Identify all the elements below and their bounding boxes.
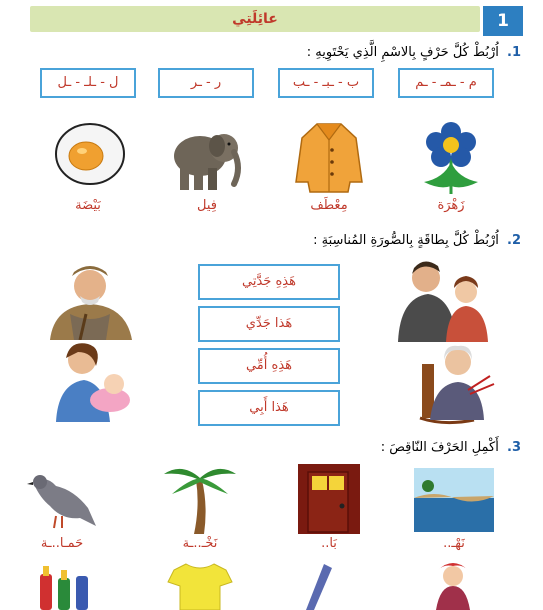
word-door: بَا.. — [321, 536, 337, 551]
word-flower: زَهْرَة — [437, 198, 465, 213]
egg-icon[interactable] — [48, 118, 128, 190]
page-number-badge: 1 — [483, 6, 523, 36]
card-grandfather[interactable]: هَذا جَدِّي — [198, 306, 340, 342]
exercise3-number: 3. — [507, 440, 521, 455]
elephant-icon[interactable] — [168, 122, 246, 194]
letter-box-lam[interactable]: ل - ـلـ - ـل — [40, 68, 136, 98]
exercise1-number: 1. — [507, 45, 521, 60]
palm-tree-icon[interactable] — [160, 460, 240, 534]
exercise2-instruction — [313, 233, 521, 248]
grandfather-icon[interactable] — [40, 258, 140, 340]
mother-baby-icon[interactable] — [48, 340, 140, 422]
word-coat: مِعْطَف — [310, 198, 348, 213]
card-mother[interactable]: هَذِهِ أُمِّي — [198, 348, 340, 384]
pigeon-icon[interactable] — [26, 460, 98, 532]
father-daughter-icon[interactable] — [394, 258, 502, 342]
card-father[interactable]: هَذا أَبِي — [198, 390, 340, 426]
door-icon[interactable] — [294, 462, 364, 534]
exercise3-text: أَكْمِلِ الحَرْفَ النّاقِصَ : — [380, 440, 499, 455]
word-egg: بَيْضَة — [75, 198, 101, 213]
grandmother-icon[interactable] — [414, 340, 506, 426]
pen-icon[interactable] — [296, 560, 336, 610]
word-palm: نَخْـ..ـة — [182, 536, 218, 551]
exercise1-instruction — [307, 45, 521, 60]
doll-icon[interactable] — [422, 560, 484, 610]
word-pigeon: حَمـا..ـة — [40, 536, 84, 551]
exercise2-text: اُرْبُطْ كُلَّ بِطاقَةٍ بِالصُّورَةِ المُناسِبَةِ : — [313, 233, 499, 248]
flower-icon[interactable] — [414, 122, 488, 198]
word-river: نَهْـ.. — [443, 536, 465, 551]
letter-box-ra[interactable]: ر - ـر — [158, 68, 254, 98]
coat-icon[interactable] — [292, 120, 366, 196]
exercise3-instruction — [381, 440, 521, 455]
river-icon[interactable] — [414, 468, 494, 532]
word-elephant: فِيل — [197, 198, 217, 213]
card-grandmother[interactable]: هَذِهِ جَدَّتِي — [198, 264, 340, 300]
exercise2-number: 2. — [507, 233, 521, 248]
bottles-icon[interactable] — [36, 562, 92, 610]
header-bar — [30, 6, 480, 32]
shirt-icon[interactable] — [166, 562, 234, 610]
exercise1-text: اُرْبُطْ كُلَّ حَرْفٍ بِالاسْمِ الَّذِي يَحْتَوِيهِ : — [306, 45, 499, 60]
letter-box-ba[interactable]: ب - ـبـ - ـب — [278, 68, 374, 98]
page-title: عائِلَتِي — [232, 11, 278, 27]
letter-box-mim[interactable]: م - ـمـ - ـم — [398, 68, 494, 98]
